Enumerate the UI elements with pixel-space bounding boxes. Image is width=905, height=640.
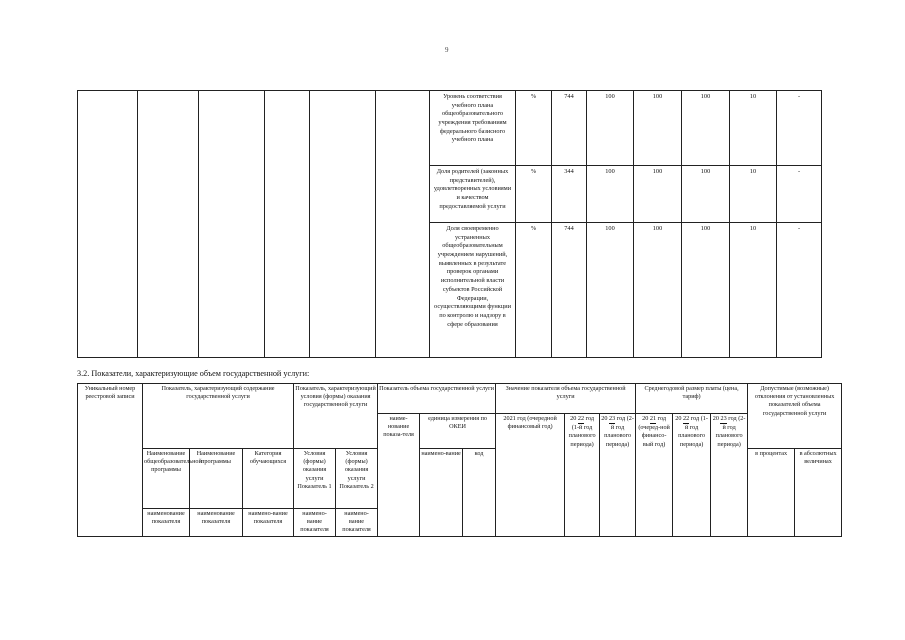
quality-row bbox=[78, 91, 822, 166]
indicator-name: Доля родителей (законных представителей), удовлетворенных условиями и качеством предоставляемой услуги bbox=[430, 166, 516, 223]
value-year-1: 100 bbox=[587, 166, 634, 223]
volume-name-header: наиме-нование показа-теля bbox=[378, 414, 420, 537]
content-subheader: Категория обучающихся bbox=[243, 449, 294, 509]
average-fee-header: Среднегодовой размер платы (цена, тариф) bbox=[636, 384, 748, 414]
value-year-2: 100 bbox=[634, 91, 682, 166]
unit-name-header: наимено-вание bbox=[420, 449, 463, 537]
year-caption: год (2-й год планового периода) bbox=[604, 415, 634, 448]
empty-cell bbox=[310, 91, 376, 358]
deviation-absolute: - bbox=[777, 166, 822, 223]
year-prefix: 20 bbox=[675, 415, 682, 422]
volume-indicators-table bbox=[77, 383, 842, 537]
value-year-1: 100 bbox=[587, 223, 634, 358]
year-current-header: 2021 год (очередной финансовый год) bbox=[496, 414, 565, 537]
name-label: наимено-вание показателя bbox=[243, 509, 294, 537]
unit-cell: % bbox=[516, 223, 552, 358]
okei-code: 744 bbox=[552, 223, 587, 358]
unit-cell: % bbox=[516, 91, 552, 166]
header-row bbox=[78, 384, 842, 414]
year-caption: год (1-й год планового периода) bbox=[568, 415, 596, 448]
quality-indicators-table bbox=[77, 90, 822, 358]
okei-code: 344 bbox=[552, 166, 587, 223]
year-caption: год (очеред-ной финансо-вый год) bbox=[638, 415, 670, 448]
deviation-absolute: - bbox=[777, 223, 822, 358]
value-year-3: 100 bbox=[682, 91, 730, 166]
indicator-name: Доля своевременно устраненных общеобразовательным учреждением нарушений, выявленных в результате проверок органами исполнительной власти субъектов Российской Федерации, осуществляющими функции по контролю и надзору в сфере образования bbox=[430, 223, 516, 358]
content-subheader: Наименование программы bbox=[190, 449, 243, 509]
year-prefix: 20 bbox=[570, 415, 577, 422]
name-label: наименование показателя bbox=[190, 509, 243, 537]
section-title: 3.2. Показатели, характеризующие объем государственной услуги: bbox=[77, 369, 310, 378]
page-number: 9 bbox=[445, 46, 449, 54]
deviation-header: Допустимые (возможные) отклонения от установленных показателей объема государственной услуги bbox=[748, 384, 842, 449]
okei-unit-header: единица измерения по ОКЕИ bbox=[420, 414, 496, 449]
deviation-percent-header: в процентах bbox=[748, 449, 795, 537]
fee-year-plan-2-header bbox=[711, 414, 748, 537]
unit-code-header: код bbox=[463, 449, 496, 537]
volume-value-header: Значение показателя объема государственной услуги bbox=[496, 384, 636, 414]
volume-indicator-header: Показатель объема государственной услуги bbox=[378, 384, 496, 414]
empty-cell bbox=[138, 91, 199, 358]
deviation-absolute-header: в абсолютных величинах bbox=[795, 449, 842, 537]
empty-cell bbox=[265, 91, 310, 358]
year-plan-2-header bbox=[600, 414, 636, 537]
value-year-3: 100 bbox=[682, 166, 730, 223]
year-prefix: 20 bbox=[712, 415, 719, 422]
year-digits: 22 bbox=[683, 415, 689, 424]
value-year-3: 100 bbox=[682, 223, 730, 358]
year-caption: год (2-й год планового периода) bbox=[715, 415, 746, 448]
year-plan-1-header bbox=[565, 414, 600, 537]
conditions-indicator-header: Показатель, характеризующий условия (формы) оказания государственной услуги bbox=[294, 384, 378, 449]
fee-year-plan-1-header bbox=[673, 414, 711, 537]
year-prefix: 20 bbox=[601, 415, 608, 422]
empty-cell bbox=[376, 91, 430, 358]
empty-cell bbox=[199, 91, 265, 358]
deviation-percent: 10 bbox=[730, 91, 777, 166]
value-year-1: 100 bbox=[587, 91, 634, 166]
empty-cell bbox=[78, 91, 138, 358]
name-label: наименование показателя bbox=[143, 509, 190, 537]
registry-number-header: Уникальный номер реестровой записи bbox=[78, 384, 143, 537]
year-digits: 21 bbox=[650, 415, 656, 424]
year-prefix: 20 bbox=[642, 415, 649, 422]
year-caption: год (1-й год планового периода) bbox=[678, 415, 708, 448]
name-label: наимено-вание показателя bbox=[336, 509, 378, 537]
content-indicator-header: Показатель, характеризующий содержание государственной услуги bbox=[143, 384, 294, 449]
deviation-absolute: - bbox=[777, 91, 822, 166]
value-year-2: 100 bbox=[634, 166, 682, 223]
deviation-percent: 10 bbox=[730, 166, 777, 223]
value-year-2: 100 bbox=[634, 223, 682, 358]
name-label: наимено-вание показателя bbox=[294, 509, 336, 537]
content-subheader: Наименование общеобразовательной программы bbox=[143, 449, 190, 509]
year-digits: 22 bbox=[578, 415, 584, 424]
indicator-name: Уровень соответствия учебного плана общеобразовательного учреждения требованиям федерального базисного учебного плана bbox=[430, 91, 516, 166]
okei-code: 744 bbox=[552, 91, 587, 166]
unit-cell: % bbox=[516, 166, 552, 223]
year-digits: 23 bbox=[720, 415, 726, 424]
year-digits: 23 bbox=[609, 415, 615, 424]
deviation-percent: 10 bbox=[730, 223, 777, 358]
conditions-subheader: Условия (формы) оказания услуги Показатель 2 bbox=[336, 449, 378, 509]
conditions-subheader: Условия (формы) оказания услуги Показатель 1 bbox=[294, 449, 336, 509]
fee-year-current-header bbox=[636, 414, 673, 537]
